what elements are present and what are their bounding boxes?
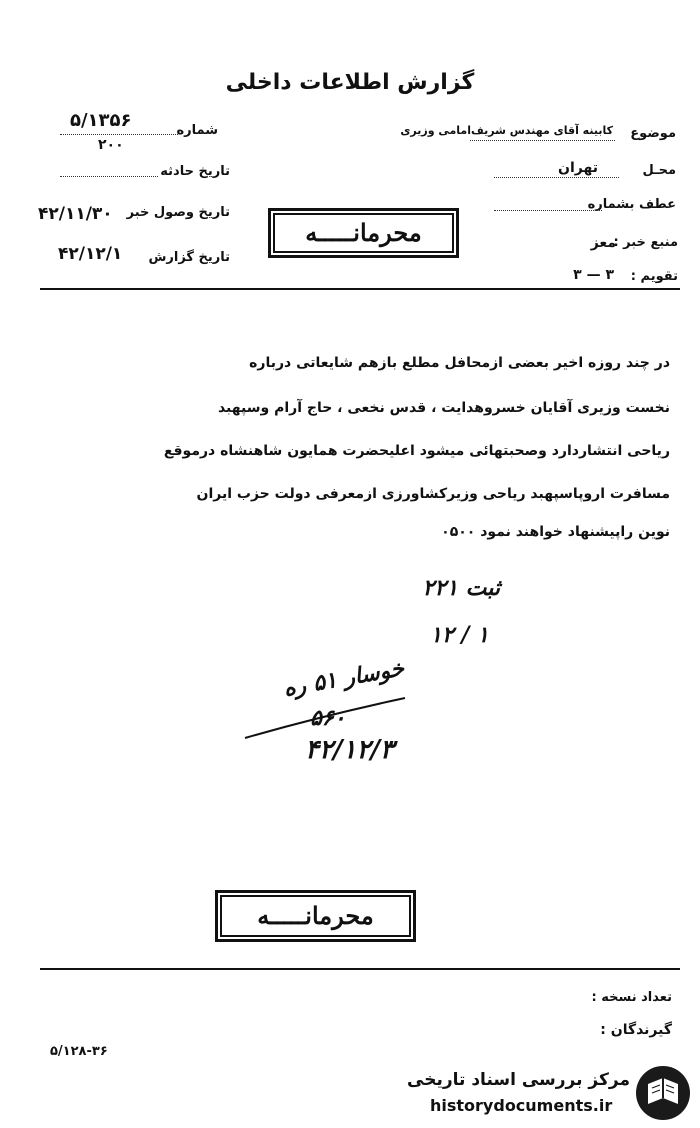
news-received-value: ۴۲/۱۱/۳۰ — [38, 204, 113, 224]
incident-date-dotted-line — [60, 176, 158, 177]
place-value: تهران — [558, 160, 598, 176]
body-line-4: مسافرت اروپاسپهبد ریاحی وزیرکشاورزی ازمعرفی دولت حزب ایران — [196, 486, 670, 502]
subject-label: موضوع — [630, 126, 676, 141]
report-date-label: تاریخ گزارش — [148, 250, 230, 265]
report-date-value: ۴۲/۱۲/۱ — [58, 244, 123, 264]
confidential-stamp-bottom: محرمانـــــه — [215, 890, 416, 942]
form-code: ۵/۱۲۸-۳۶ — [50, 1044, 108, 1059]
handwritten-signature-note: خوسار ۵۱ ره — [281, 655, 407, 702]
recipients-label: گیرندگان : — [600, 1022, 672, 1038]
archive-logo-icon — [634, 1064, 692, 1122]
confidential-stamp-top: محرمانـــــه — [268, 208, 459, 258]
subject-dotted-line — [470, 140, 615, 141]
handwritten-file-number: ۵۶۰ — [310, 705, 346, 731]
copies-label: تعداد نسخه : — [591, 990, 672, 1005]
subject-value: کابینه آقای مهندس شریف‌امامی وزیری — [400, 124, 613, 137]
handwritten-date: ۴۲/۱۲/۳ — [305, 735, 394, 765]
handwritten-note-date: ۱۲ / ۱ — [430, 622, 489, 648]
header-divider — [40, 288, 680, 290]
number-dotted-line — [60, 134, 178, 135]
body-line-3: ریاحی انتشاردارد وصحبتهائی میشود اعلیحضرت همایون شاهنشاه درموقع — [163, 443, 670, 459]
news-received-label: تاریخ وصول خبر — [126, 205, 230, 220]
number-sub-value: ۲۰۰ — [98, 137, 124, 153]
place-label: محـل — [642, 163, 676, 178]
incident-date-label: تاریخ حادثه — [160, 164, 230, 179]
place-dotted-line — [494, 177, 619, 178]
evaluation-label: تقویم : — [630, 269, 678, 284]
archive-name: مرکز بررسی اسناد تاریخی — [407, 1070, 630, 1090]
handwritten-registration: ثبت ۲۲۱ — [422, 575, 500, 601]
source-label: منبع خبر : — [613, 235, 678, 250]
evaluation-value: ۳ — ۳ — [573, 267, 614, 283]
number-label: شماره — [176, 123, 218, 138]
body-line-1: در چند روزه اخیر بعضی ازمحافل مطلع بازهم شایعاتی درباره — [249, 355, 670, 371]
archive-url: historydocuments.ir — [430, 1096, 613, 1115]
number-value: ۵/۱۳۵۶ — [70, 110, 132, 131]
attachment-label: عطف بشماره — [587, 197, 676, 212]
source-value: معز — [590, 235, 616, 251]
footer-divider — [40, 968, 680, 970]
report-title: گزارش اطلاعات داخلی — [225, 70, 475, 95]
body-line-2: نخست وزیری آقایان خسروهدایت ، قدس نخعی ، حاج آرام وسپهبد — [217, 400, 670, 416]
body-line-5: نوین راپیشنهاد خواهند نمود ۰۵۰۰ — [441, 524, 670, 540]
attachment-dotted-line — [494, 210, 602, 211]
